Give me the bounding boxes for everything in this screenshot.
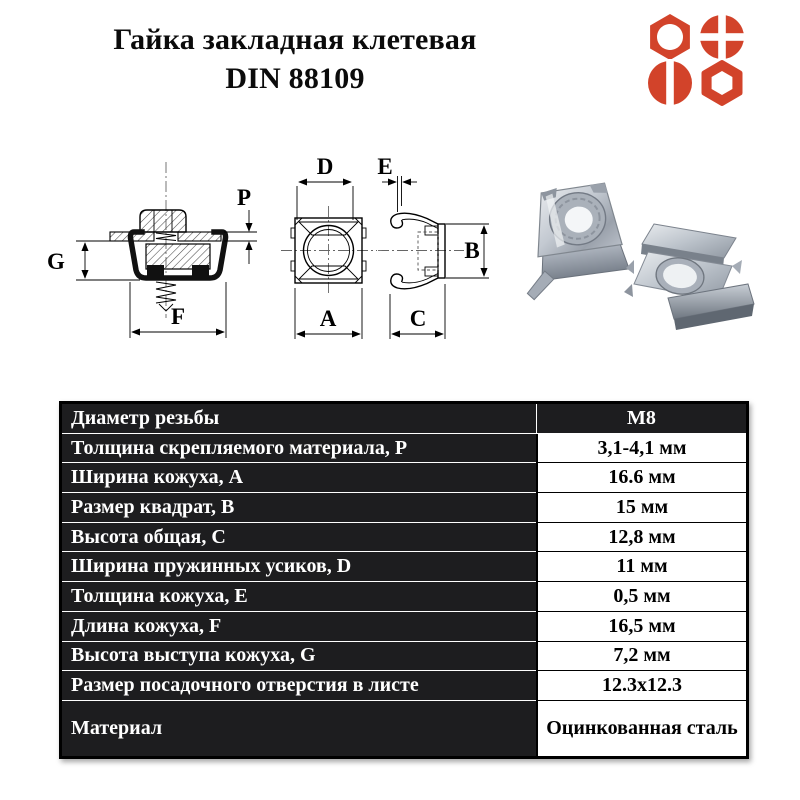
top-view: [281, 206, 377, 295]
brand-logo: [646, 12, 748, 108]
table-row: [62, 642, 746, 672]
cage-foot-right: [192, 265, 209, 276]
spec-label: Диаметр резьбы: [62, 404, 536, 434]
bolt-head: [140, 210, 186, 232]
dim-label-B: B: [464, 238, 480, 263]
spec-label: Высота общая, C: [62, 523, 536, 553]
dim-C: [390, 284, 445, 339]
spec-value: 11 мм: [536, 552, 746, 582]
page-title: [30, 20, 560, 98]
views-drawing: [278, 148, 493, 353]
spec-label: Толщина кожуха, E: [62, 582, 536, 612]
spec-value: 0,5 мм: [536, 582, 746, 612]
spec-value: M8: [536, 404, 746, 434]
dim-label-G: G: [47, 249, 65, 274]
table-row: [62, 523, 746, 553]
thread-upper: [156, 233, 176, 241]
hex-socket-icon: [704, 63, 740, 104]
table-row: [62, 493, 746, 523]
hex-nut-icon: [650, 14, 690, 60]
table-row: [62, 612, 746, 642]
spec-table: [59, 401, 749, 759]
dim-label-D: D: [316, 154, 334, 179]
dim-P: [224, 185, 257, 264]
dim-D: [297, 154, 353, 220]
spec-label: Ширина кожуха, A: [62, 463, 536, 493]
dim-label-P: P: [236, 185, 252, 210]
title-line-2: DIN 88109: [225, 62, 365, 95]
spec-value: Оцинкованная сталь: [536, 701, 746, 756]
spec-label: Ширина пружинных усиков, D: [62, 552, 536, 582]
table-row: [62, 701, 746, 756]
spec-label: Толщина скрепляемого материала, P: [62, 434, 536, 464]
dim-label-F: F: [170, 304, 186, 329]
spec-value: 7,2 мм: [536, 642, 746, 672]
spec-label: Размер квадрат, B: [62, 493, 536, 523]
spec-value: 15 мм: [536, 493, 746, 523]
spec-value: 12,8 мм: [536, 523, 746, 553]
dim-G: [47, 241, 140, 280]
slotted-screw-icon: [648, 59, 692, 107]
table-row: [62, 404, 746, 434]
dim-label-A: A: [319, 306, 337, 331]
cage-foot-left: [147, 265, 164, 276]
dim-A: [295, 288, 362, 339]
spec-value: 3,1-4,1 мм: [536, 434, 746, 464]
table-row: [62, 671, 746, 701]
spec-label: Размер посадочного отверстия в листе: [62, 671, 536, 701]
spec-label: Длина кожуха, F: [62, 612, 536, 642]
spec-label: Высота выступа кожуха, G: [62, 642, 536, 672]
side-view: [378, 213, 464, 289]
dim-label-E: E: [377, 154, 393, 179]
dim-B: [446, 224, 489, 278]
phillips-screw-icon: [698, 13, 746, 61]
table-row: [62, 434, 746, 464]
spec-value: 12.3x12.3: [536, 671, 746, 701]
spec-value: 16,5 мм: [536, 612, 746, 642]
table-row: [62, 582, 746, 612]
dim-label-C: C: [409, 306, 427, 331]
title-line-1: Гайка закладная клетевая: [113, 23, 477, 56]
spec-label: Материал: [62, 701, 536, 756]
dim-E: [377, 154, 417, 212]
cross-section-drawing: [28, 148, 266, 353]
table-row: [62, 552, 746, 582]
dim-F: [130, 282, 226, 338]
spec-value: 16.6 мм: [536, 463, 746, 493]
product-photo-right: [620, 198, 770, 340]
table-row: [62, 463, 746, 493]
